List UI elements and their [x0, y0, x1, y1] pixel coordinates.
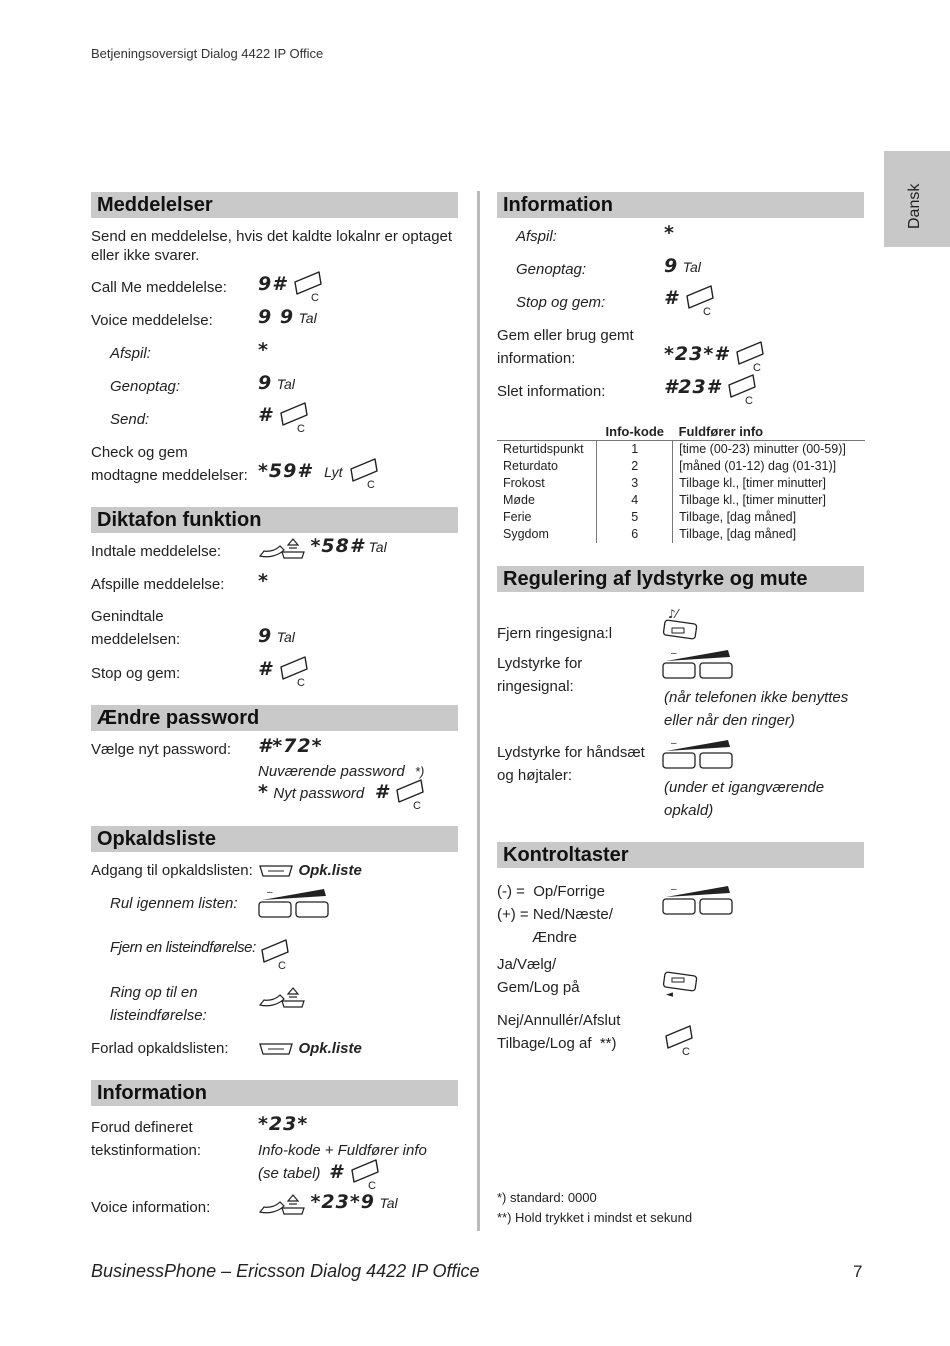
footer-title: BusinessPhone – Ericsson Dialog 4422 IP Office — [91, 1261, 480, 1281]
table-cell: Tilbage, [dag måned] — [679, 527, 797, 541]
table-cell: [time (00-23) minutter (00-59)] — [679, 442, 846, 456]
table-cell: 4 — [597, 492, 673, 509]
forud-keys: *23* — [258, 1113, 309, 1135]
table-header: Fuldfører info — [673, 423, 865, 441]
nyt-password: Nyt password — [273, 785, 365, 803]
section-title-information-left: Information — [91, 1080, 458, 1106]
gem-keys: *23*# — [664, 343, 729, 366]
table-row — [497, 526, 865, 543]
check-keys: *59# — [258, 460, 312, 483]
afspille-label: Afspille meddelelse: — [91, 576, 225, 593]
footnote-mark: *) — [414, 764, 425, 779]
table-cell: Tilbage, [dag måned] — [679, 510, 797, 524]
opk-liste-label: Opk.liste — [298, 862, 362, 879]
voice-meddelelse-label: Voice meddelelse: — [91, 312, 213, 329]
table-row — [497, 509, 865, 526]
adgang-label: Adgang til opkaldslisten: — [91, 862, 253, 879]
table-cell: Møde — [503, 493, 535, 507]
plus-line: (+) = Ned/Næste/ — [497, 906, 613, 923]
aendre-line: Ændre — [532, 929, 578, 946]
table-cell: 1 — [597, 441, 673, 459]
table-cell: Returtidspunkt — [503, 442, 584, 456]
check-label-1: Check og gem — [91, 444, 188, 461]
section-title-lydstyrke: Regulering af lydstyrke og mute — [497, 566, 864, 592]
table-cell: Ferie — [503, 510, 532, 524]
volume-key-icon — [258, 887, 330, 919]
info-genoptag-keys: 9 — [664, 255, 679, 277]
section-title-diktafon: Diktafon funktion — [91, 507, 458, 533]
nyt-password-end-key: # — [374, 781, 389, 804]
nej-label-1: Nej/Annullér/Afslut — [497, 1012, 621, 1029]
voice-meddelelse-keys: 9 9 — [258, 306, 295, 328]
lydstyrke-ring-label-1: Lydstyrke for — [497, 655, 583, 672]
ok-key-icon — [662, 968, 698, 998]
info-stop-label: Stop og gem: — [516, 294, 606, 311]
lydstyrke-ring-label-2: ringesignal: — [497, 678, 574, 695]
volume-key-icon — [662, 738, 734, 770]
tal-label: Tal — [276, 629, 295, 645]
c-key-icon — [347, 457, 381, 489]
vaelge-password-label: Vælge nyt password: — [91, 741, 232, 758]
forud-info: Info-kode + Fuldfører info — [258, 1142, 427, 1159]
handset-icon — [258, 1192, 306, 1216]
table-cell: Frokost — [503, 476, 545, 490]
slet-keys: #23# — [664, 376, 721, 399]
page-number: 7 — [853, 1262, 863, 1281]
afspil-label: Afspil: — [110, 345, 151, 362]
ja-label-2: Gem/Log på — [497, 979, 580, 996]
slet-label: Slet information: — [497, 383, 606, 400]
nyt-password-key: * — [258, 781, 269, 804]
forud-end-key: # — [328, 1161, 344, 1184]
info-afspil-keys: * — [664, 222, 675, 244]
handset-icon — [258, 536, 306, 560]
indtale-label: Indtale meddelelse: — [91, 543, 222, 560]
table-header-row — [497, 423, 865, 441]
fjern-ringesignal-label: Fjern ringesigna:l — [497, 625, 613, 642]
forud-label-2: tekstinformation: — [91, 1142, 202, 1159]
gem-label-2: information: — [497, 350, 576, 367]
footnote-1: *) standard: 0000 — [497, 1190, 597, 1205]
meddelelser-intro-1: Send en meddelelse, hvis det kaldte lokalnr er optaget — [91, 228, 453, 245]
language-tab — [884, 151, 950, 247]
section-title-password: Ændre password — [91, 705, 458, 731]
minus-line: (-) = Op/Forrige — [497, 883, 605, 900]
language-tab-label: Dansk — [906, 183, 923, 229]
mute-key-icon — [662, 606, 698, 640]
c-key-icon — [291, 270, 325, 302]
gem-label-1: Gem eller brug gemt — [497, 327, 634, 344]
table-cell: 6 — [597, 526, 673, 543]
table-header — [497, 423, 597, 441]
section-title-meddelelser: Meddelelser — [91, 192, 458, 218]
table-cell: Tilbage kl., [timer minutter] — [679, 493, 826, 507]
table-row — [497, 492, 865, 509]
genindtale-label-1: Genindtale — [91, 608, 164, 625]
c-key-icon — [277, 655, 311, 687]
c-key-icon — [277, 401, 311, 433]
nej-label-2: Tilbage/Log af **) — [497, 1035, 617, 1052]
table-header: Info-kode — [597, 423, 673, 441]
stop-og-gem-label: Stop og gem: — [91, 665, 181, 682]
table-cell: Sygdom — [503, 527, 549, 541]
tal-label: Tal — [368, 539, 387, 555]
genoptag-label: Genoptag: — [110, 378, 181, 395]
nuvaerende-password: Nuværende password — [258, 763, 405, 780]
genindtale-label-2: meddelelsen: — [91, 631, 181, 648]
softkey-icon — [258, 863, 294, 879]
lydstyrke-hand-label-1: Lydstyrke for håndsæt — [497, 744, 645, 761]
section-title-opkaldsliste: Opkaldsliste — [91, 826, 458, 852]
check-label-2: modtagne meddelelser: — [91, 467, 248, 484]
table-cell: 2 — [597, 458, 673, 475]
opk-liste-label: Opk.liste — [298, 1040, 362, 1057]
section-title-information-right: Information — [497, 192, 864, 218]
afspil-keys: * — [258, 339, 269, 361]
handset-icon — [258, 985, 306, 1009]
vaelge-password-keys: #*72* — [258, 735, 323, 757]
column-divider — [477, 191, 480, 1231]
ring-note-2: eller når den ringer) — [664, 712, 795, 729]
volume-key-icon — [662, 884, 734, 916]
fjern-label: Fjern en listeindførelse: — [110, 939, 256, 956]
info-stop-keys: # — [664, 287, 679, 310]
c-key-icon — [662, 1024, 696, 1056]
tal-label: Tal — [682, 259, 701, 275]
lyt-label: Lyt — [324, 464, 343, 481]
indtale-keys: *58# — [310, 535, 365, 557]
stop-og-gem-keys: # — [258, 658, 273, 681]
genindtale-keys: 9 — [258, 625, 273, 647]
softkey-icon — [258, 1041, 294, 1057]
info-afspil-label: Afspil: — [516, 228, 557, 245]
afspille-keys: * — [258, 570, 269, 592]
call-me-label: Call Me meddelelse: — [91, 279, 227, 296]
c-key-icon — [348, 1158, 382, 1190]
send-label: Send: — [110, 411, 150, 428]
table-row — [497, 441, 865, 459]
tal-label: Tal — [276, 376, 295, 392]
c-key-icon — [733, 340, 767, 372]
c-key-icon — [683, 284, 717, 316]
rul-label: Rul igennem listen: — [110, 895, 238, 912]
ring-label-2: listeindførelse: — [110, 1007, 207, 1024]
table-cell: Tilbage kl., [timer minutter] — [679, 476, 826, 490]
footnote-2: **) Hold trykket i mindst et sekund — [497, 1210, 693, 1225]
c-key-icon — [393, 778, 427, 810]
voice-information-label: Voice information: — [91, 1199, 211, 1216]
forlad-label: Forlad opkaldslisten: — [91, 1040, 229, 1057]
ja-label-1: Ja/Vælg/ — [497, 956, 557, 973]
table-cell: Returdato — [503, 459, 558, 473]
forud-label-1: Forud defineret — [91, 1119, 193, 1136]
voice-information-keys: *23*9 — [310, 1191, 375, 1213]
lydstyrke-hand-label-2: og højtaler: — [497, 767, 573, 784]
document-header: Betjeningsoversigt Dialog 4422 IP Office — [91, 46, 324, 61]
info-genoptag-label: Genoptag: — [516, 261, 587, 278]
table-cell: [måned (01-12) dag (01-31)] — [679, 459, 837, 473]
tal-label: Tal — [379, 1195, 398, 1211]
hand-note-1: (under et igangværende — [664, 779, 825, 796]
genoptag-keys: 9 — [258, 372, 273, 394]
volume-key-icon — [662, 648, 734, 680]
c-key-icon — [258, 938, 292, 970]
call-me-keys: 9# — [258, 273, 287, 296]
ring-label-1: Ring op til en — [110, 984, 198, 1001]
table-row — [497, 475, 865, 492]
info-code-table — [497, 423, 865, 543]
forud-se-tabel: (se tabel) — [258, 1165, 321, 1183]
section-title-kontroltaster: Kontroltaster — [497, 842, 864, 868]
hand-note-2: opkald) — [664, 802, 714, 819]
send-keys: # — [258, 404, 273, 427]
table-row — [497, 458, 865, 475]
meddelelser-intro-2: eller ikke svarer. — [91, 247, 200, 264]
tal-label: Tal — [298, 310, 317, 326]
c-key-icon — [725, 373, 759, 405]
ring-note-1: (når telefonen ikke benyttes — [664, 689, 849, 706]
table-cell: 5 — [597, 509, 673, 526]
table-cell: 3 — [597, 475, 673, 492]
